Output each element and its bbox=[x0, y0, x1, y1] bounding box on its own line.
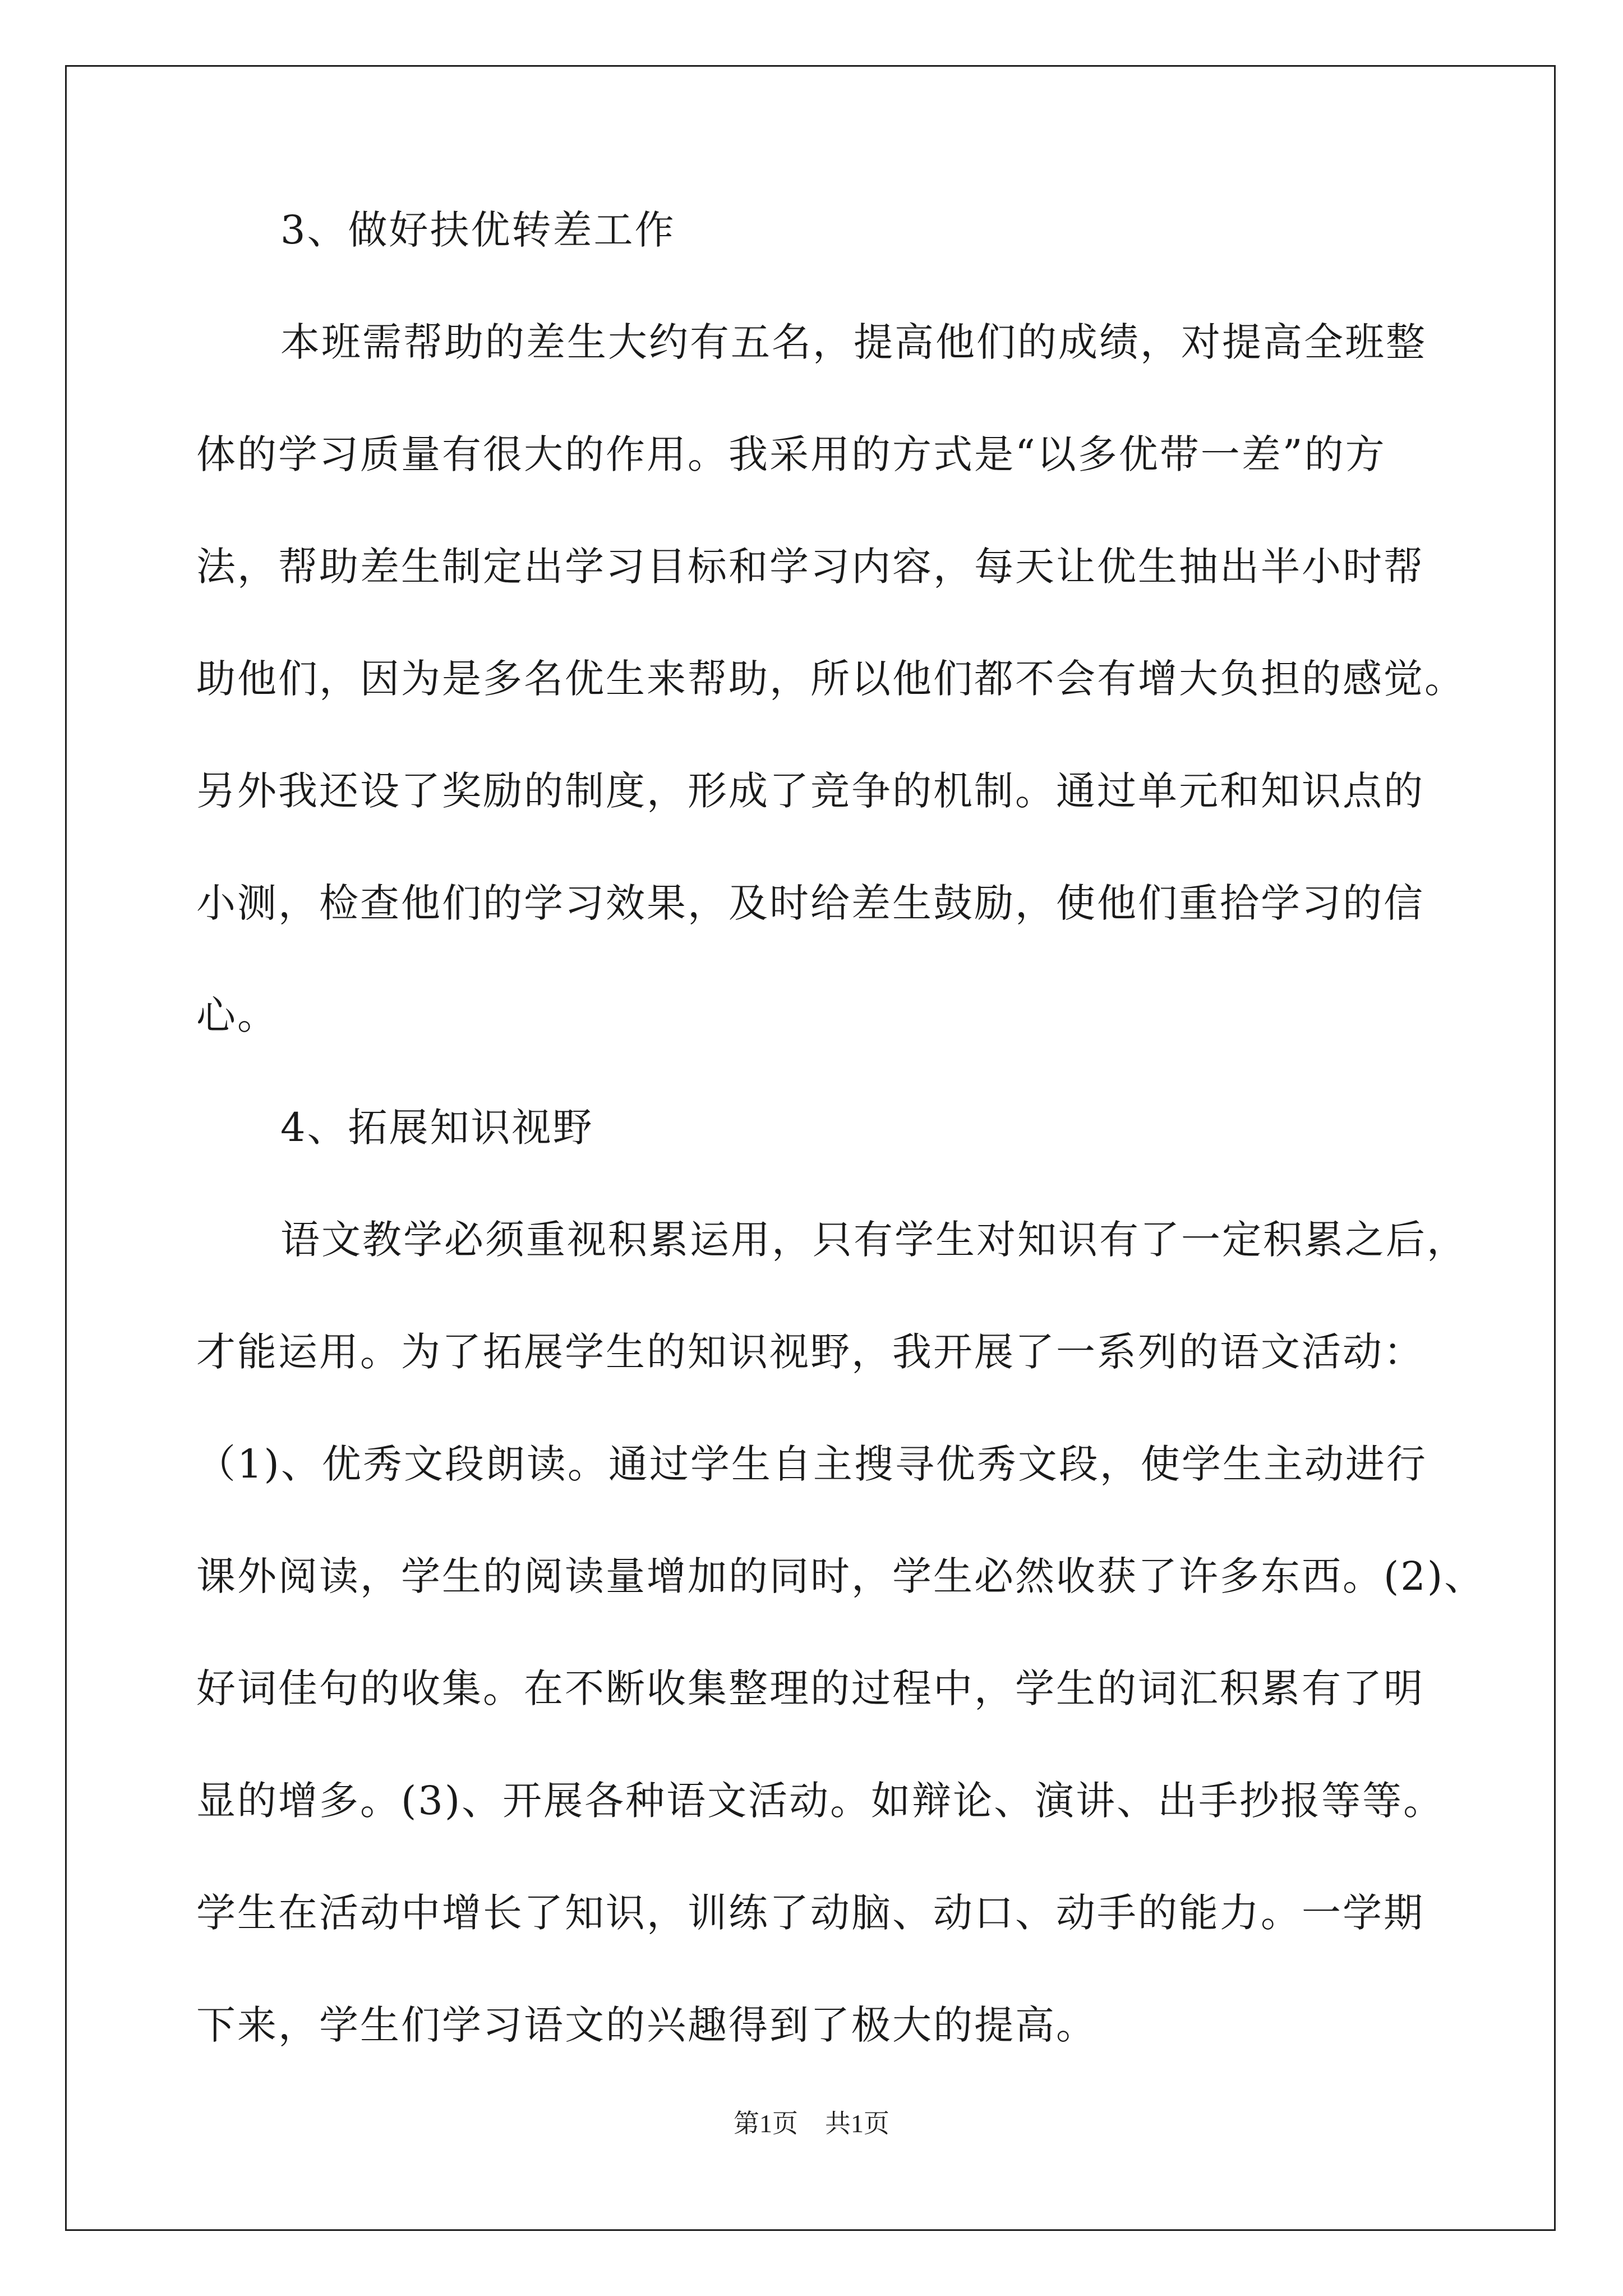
section-heading-3: 3、做好扶优转差工作 bbox=[280, 207, 676, 253]
paragraph-line: 课外阅读，学生的阅读量增加的同时，学生必然收获了许多东西。(2)、 bbox=[196, 1553, 1486, 1599]
paragraph-line: 才能运用。为了拓展学生的知识视野，我开展了一系列的语文活动： bbox=[196, 1329, 1424, 1375]
paragraph-line: 显的增多。(3)、开展各种语文活动。如辩论、演讲、出手抄报等等。 bbox=[196, 1778, 1445, 1824]
paragraph-line: 助他们，因为是多名优生来帮助，所以他们都不会有增大负担的感觉。 bbox=[196, 656, 1465, 702]
paragraph-line: （1)、优秀文段朗读。通过学生自主搜寻优秀文段，使学生主动进行 bbox=[196, 1441, 1427, 1487]
paragraph-line: 语文教学必须重视积累运用，只有学生对知识有了一定积累之后， bbox=[280, 1217, 1468, 1263]
paragraph-line: 法，帮助差生制定出学习目标和学习内容，每天让优生抽出半小时帮 bbox=[196, 544, 1424, 590]
paragraph-line: 下来，学生们学习语文的兴趣得到了极大的提高。 bbox=[196, 2002, 1097, 2048]
paragraph-line: 心。 bbox=[196, 992, 278, 1038]
paragraph-line: 学生在活动中增长了知识，训练了动脑、动口、动手的能力。一学期 bbox=[196, 1890, 1424, 1936]
paragraph-line: 体的学习质量有很大的作用。我采用的方式是“以多优带一差”的方 bbox=[196, 431, 1386, 477]
paragraph-line: 小测，检查他们的学习效果，及时给差生鼓励，使他们重拾学习的信 bbox=[196, 880, 1424, 926]
paragraph-line: 本班需帮助的差生大约有五名，提高他们的成绩，对提高全班整 bbox=[280, 319, 1427, 365]
page-number: 第1页 bbox=[734, 2109, 798, 2138]
page-footer bbox=[0, 2107, 1623, 2141]
paragraph-line: 另外我还设了奖励的制度，形成了竞争的机制。通过单元和知识点的 bbox=[196, 768, 1424, 814]
paragraph-line: 好词佳句的收集。在不断收集整理的过程中，学生的词汇积累有了明 bbox=[196, 1665, 1424, 1711]
page-total: 共1页 bbox=[825, 2109, 889, 2138]
section-heading-4: 4、拓展知识视野 bbox=[280, 1105, 594, 1151]
